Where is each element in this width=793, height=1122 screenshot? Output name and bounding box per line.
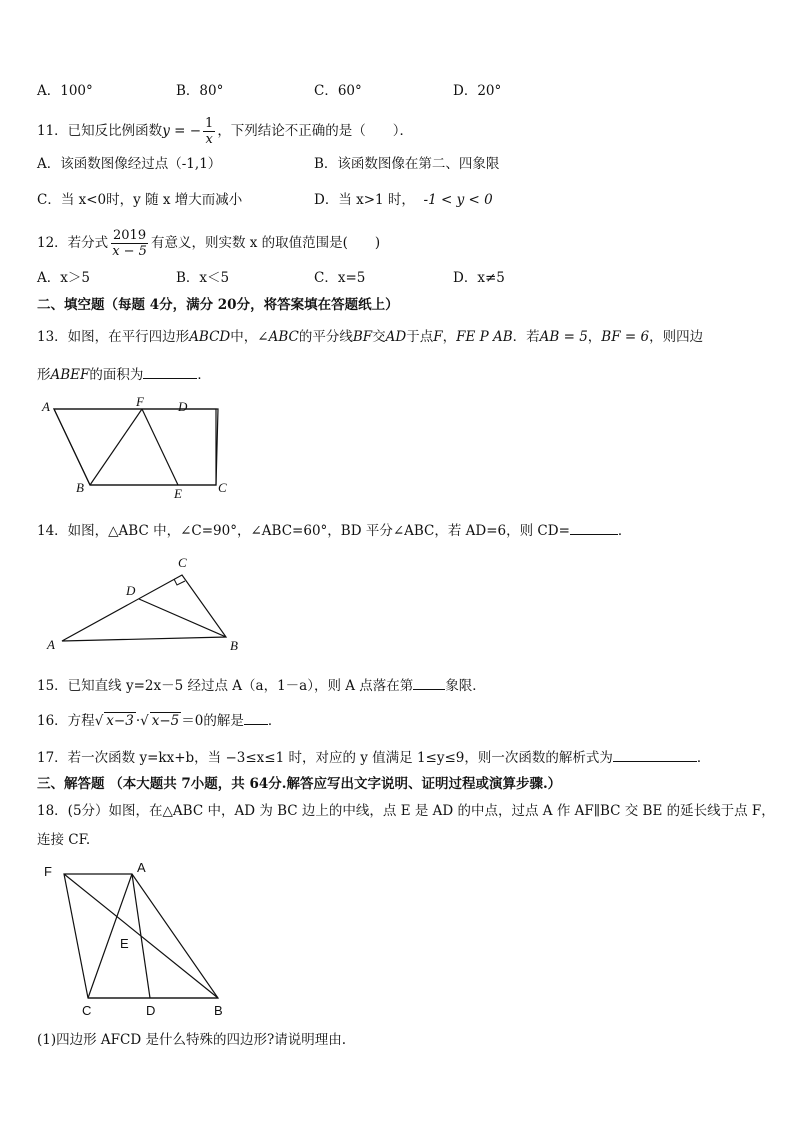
right-angle-mark (174, 579, 185, 585)
label-f: F (136, 395, 144, 409)
q16-stem: 16．方程√ x−3 ·√ x−5 ＝0的解是 ． (37, 710, 281, 731)
label-f: F (44, 864, 52, 879)
q12-fraction: $\frac{2019}{x - 5}$ (112, 228, 147, 259)
label-e: E (174, 486, 182, 501)
q12-option-c: C．x=5 (314, 270, 366, 286)
section2-heading: 二、填空题（每题 4分，满分 20分，将答案填在答题纸上） (37, 297, 399, 313)
q15-stem: 15．已知直线 y=2x－5 经过点 A（a，1－a），则 A 点落在第 象限． (37, 675, 486, 696)
parallelogram-abcd (54, 409, 216, 485)
triangle-abc (62, 575, 226, 641)
label-b: B (214, 1003, 223, 1018)
label-e: E (120, 936, 129, 951)
q12-option-a: A．x＞5 (37, 270, 90, 286)
q18-figure (38, 858, 243, 1023)
q10-option-d: D．20° (453, 83, 502, 99)
q18-line2: 连接 CF. (37, 832, 91, 848)
q16-answer-blank (244, 710, 268, 725)
q12-option-b: B．x＜5 (176, 270, 230, 286)
q11-option-c: C．当 x<0时，y 随 x 增大而减小 (37, 192, 243, 208)
q11-option-d: D．当 x>1 时， -1 < y < 0 (314, 192, 493, 208)
label-a: A (47, 637, 55, 652)
q15-answer-blank (413, 675, 445, 690)
q13-line2: 形ABEF的面积为 ． (37, 364, 211, 385)
q10-option-b: B．80° (176, 83, 224, 99)
q14-answer-blank (570, 520, 618, 535)
q10-option-c: C．60° (314, 83, 362, 99)
label-d: D (126, 583, 136, 598)
q13-figure (38, 395, 238, 505)
label-c: C (178, 555, 187, 570)
segment-bf (90, 409, 142, 485)
segment-fe (142, 409, 178, 485)
q11-option-b: B．该函数图像在第二、四象限 (314, 156, 500, 172)
label-a: A (137, 860, 146, 875)
segment-fb (64, 874, 218, 998)
label-c: C (82, 1003, 92, 1018)
q18-line1: 18．(5分）如图，在△ABC 中，AD 为 BC 边上的中线，点 E 是 AD 的中点，过点 A 作 AF∥BC 交 BE 的延长线于点 F， (37, 803, 775, 819)
label-a: A (42, 399, 50, 414)
q14-figure (40, 553, 260, 653)
q11-fraction: $\frac{1}{x}$ (205, 116, 214, 147)
q13-line1: 13．如图，在平行四边形ABCD中，∠ABC的平分线BF交AD于点F，FE P AB．若AB = 5，BF = 6，则四边 (37, 329, 704, 345)
q10-option-a: A．100° (37, 83, 93, 99)
label-d: D (146, 1003, 156, 1018)
q12-option-d: D．x≠5 (453, 270, 505, 286)
q11-option-a: A．该函数图像经过点（-1,1） (37, 156, 222, 172)
q13-answer-blank (143, 364, 197, 379)
q17-stem: 17．若一次函数 y=kx+b，当 −3≤x≤1 时，对应的 y 值满足 1≤y≤9，则一次函数的解析式为 ． (37, 747, 710, 768)
label-c: C (218, 480, 227, 495)
q11-stem: 11．已知反比例函数y = − $\frac{1}{x}$ ，下列结论不正确的是（ ）． (37, 116, 414, 147)
q14-stem: 14．如图，△ABC 中，∠C=90°，∠ABC=60°，BD 平分∠ABC，若 AD=6，则 CD= ． (37, 520, 631, 541)
label-d: D (178, 399, 188, 414)
label-b: B (230, 638, 238, 653)
q18-subquestion-1: (1)四边形 AFCD 是什么特殊的四边形?请说明理由. (37, 1032, 347, 1048)
section3-heading: 三、解答题 （本大题共 7小题，共 64分.解答应写出文字说明、证明过程或演算步骤.） (37, 776, 562, 792)
q17-answer-blank (613, 747, 697, 762)
q12-stem: 12．若分式 $\frac{2019}{x - 5}$ 有意义，则实数 x 的取值范围是( ) (37, 228, 381, 259)
label-b: B (76, 480, 84, 495)
